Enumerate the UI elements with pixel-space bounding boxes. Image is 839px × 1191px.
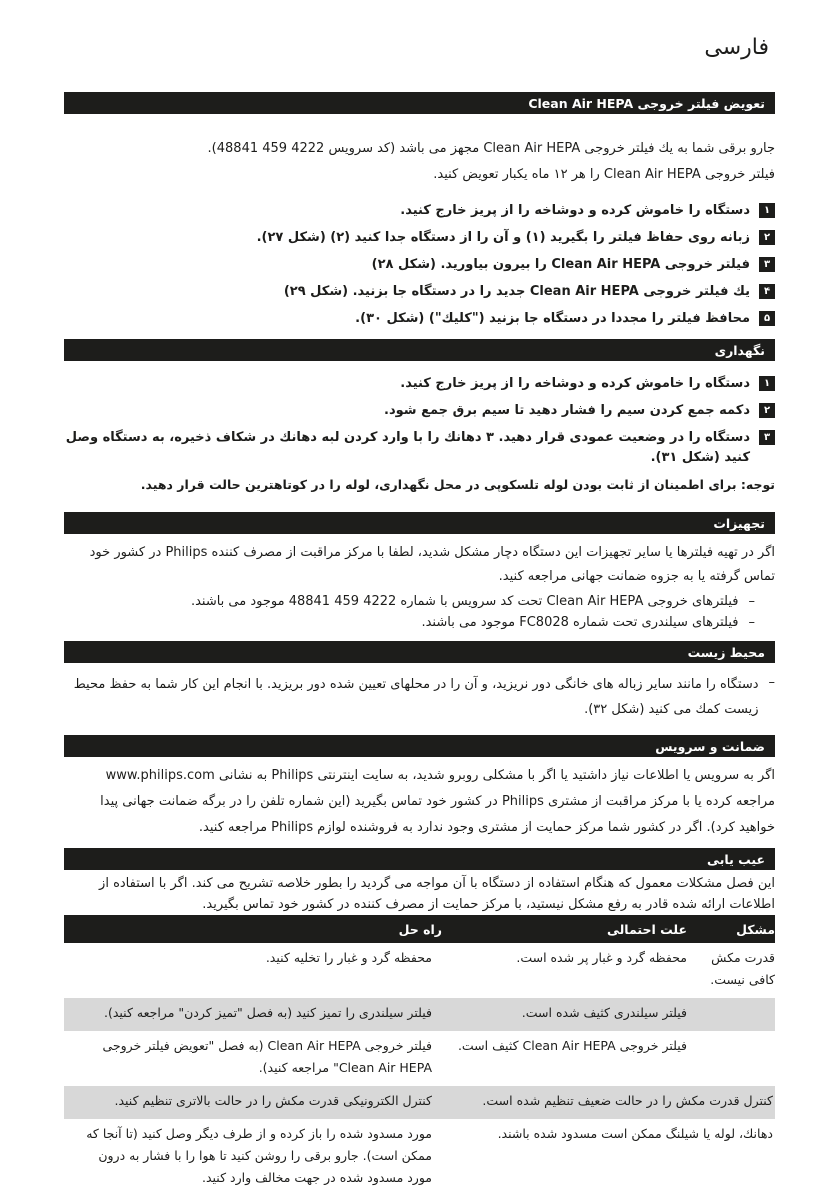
- step-item: [64, 282, 775, 302]
- table-header-row: [64, 915, 775, 943]
- cell-cause: [442, 1031, 687, 1086]
- step-item: [64, 201, 775, 221]
- cell-solution: محفظه گرد و غبار را تخلیه كنید.: [265, 950, 432, 965]
- step-text: دستگاه را خاموش كرده و دوشاخه را از پریز خارج كنید.: [400, 376, 750, 391]
- table-row: [64, 1031, 775, 1086]
- section-title-replace-filter: تعویض فیلتر خروجی Clean Air HEPA: [528, 96, 765, 111]
- cell-cause: [442, 943, 687, 998]
- step-text: فیلتر خروجی Clean Air HEPA را بیرون بیاورید. (شكل ۲۸): [371, 257, 750, 272]
- bullet-dash: –: [748, 615, 755, 630]
- maintenance-note: توجه: برای اطمینان از ثابت بودن لوله تلسكوپی در محل نگهداری، لوله را در كوتاهترین حالت قرار دهید.: [140, 477, 775, 492]
- cell-solution: مورد مسدود شده را باز كرده و از طرف دیگر وصل كنید (تا آنجا كه ممكن است). جارو برقی را روشن كنید تا هوا را با فشار به درون مورد مسدود شده در جهت مخالف وارد كنید.: [86, 1126, 432, 1185]
- table-row: [64, 943, 775, 998]
- step-number-badge: ۴: [759, 284, 775, 299]
- cause-text: دهانك، لوله یا شیلنگ ممكن است مسدود شده باشند.: [497, 1126, 773, 1141]
- cell-solution: فیلتر سیلندری را تمیز كنید (به فصل "تمیز كردن" مراجعه كنید).: [103, 1005, 432, 1020]
- accessories-bullets: [64, 591, 775, 633]
- step-number-badge: ۵: [759, 311, 775, 326]
- section-bar-accessories: [64, 512, 775, 534]
- section-bar-troubleshooting: [64, 848, 775, 870]
- environment-bullet: [64, 672, 775, 722]
- section-bar-environment: [64, 641, 775, 663]
- bullet-dash: –: [748, 594, 755, 609]
- step-item: [64, 255, 775, 275]
- step-text: محافظ فیلتر را مجددا در دستگاه جا بزنید ("كلیك") (شكل ۳۰).: [355, 311, 750, 326]
- step-item: [64, 401, 775, 421]
- section-bar-guarantee: [64, 735, 775, 757]
- section-title-accessories: تجهیزات: [713, 516, 765, 531]
- replace-filter-intro-line1: جارو برقی شما به یك فیلتر خروجی Clean Air HEPA مجهز می باشد (كد سرویس 4222 459 48841).: [207, 141, 775, 156]
- bullet-text: فیلترهای سیلندری تحت شماره FC8028 موجود می باشند.: [421, 615, 739, 630]
- table-header-cause: علت احتمالی: [442, 915, 687, 943]
- table-row: [64, 998, 775, 1031]
- step-number-badge: ۱: [759, 376, 775, 391]
- step-text: یك فیلتر خروجی Clean Air HEPA جدید را در دستگاه جا بزنید. (شكل ۲۹): [283, 284, 750, 299]
- bullet-item: [64, 612, 755, 633]
- replace-filter-steps: [64, 201, 775, 329]
- step-text: دكمه جمع كردن سیم را فشار دهید تا سیم برق جمع شود.: [384, 403, 750, 418]
- maintenance-steps: [64, 374, 775, 468]
- table-row: [64, 1086, 775, 1119]
- step-number-badge: ۳: [759, 430, 775, 445]
- table-header-solution: راه حل: [64, 915, 442, 943]
- section-bar-replace-filter: [64, 92, 775, 114]
- cause-text: فیلتر خروجی Clean Air HEPA كثیف است.: [457, 1038, 687, 1053]
- section-title-guarantee: ضمانت و سرویس: [655, 739, 765, 754]
- troubleshooting-table: [64, 915, 775, 1191]
- section-bar-maintenance: [64, 339, 775, 361]
- accessories-intro: اگر در تهیه فیلترها یا سایر تجهیزات این دستگاه دچار مشكل شدید، لطفا با مركز مراقبت از مصرف كننده Philips در كشور خود تماس گرفته یا به جزوه ضمانت جهانی مراجعه كنید.: [89, 545, 775, 584]
- cell-cause: [442, 1119, 773, 1191]
- cause-text: فیلتر سیلندری كثیف شده است.: [521, 1005, 687, 1020]
- bullet-item: [64, 591, 755, 612]
- step-text: زبانه روی حفاظ فیلتر را بگیرید (۱) و آن را از دستگاه جدا كنید (۲) (شكل ۲۷).: [256, 230, 750, 245]
- section-title-maintenance: نگهداری: [714, 343, 765, 358]
- replace-filter-intro-line2: فیلتر خروجی Clean Air HEPA را هر ۱۲ ماه یكبار تعویض كنید.: [433, 167, 775, 182]
- step-number-badge: ۳: [759, 257, 775, 272]
- table-row: [64, 1119, 775, 1191]
- step-text: دستگاه را خاموش كرده و دوشاخه را از پریز خارج كنید.: [400, 203, 750, 218]
- troubleshooting-intro: این فصل مشكلات معمول كه هنگام استفاده از دستگاه با آن مواجه می گردید را بطور خلاصه تشریح می كند. اگر با استفاده از اطلاعات ارائه شده قادر به رفع مشكل نیستید، با مركز حمایت از مصرف كننده در كشور خود تماس بگیرید.: [99, 876, 775, 912]
- cell-cause: [442, 998, 687, 1031]
- cell-cause: [442, 1086, 773, 1119]
- table-header-problem: مشكل: [687, 915, 775, 943]
- step-number-badge: ۱: [759, 203, 775, 218]
- cell-problem: [687, 998, 775, 1031]
- step-number-badge: ۲: [759, 403, 775, 418]
- bullet-dash: –: [768, 675, 775, 690]
- language-label: فارسی: [704, 35, 769, 60]
- step-number-badge: ۲: [759, 230, 775, 245]
- cause-text: كنترل قدرت مكش را در حالت ضعیف تنظیم شده است.: [482, 1093, 773, 1108]
- guarantee-body: اگر به سرویس یا اطلاعات نیاز داشتید یا اگر با مشكلی روبرو شدید، به سایت اینترنتی Philips به نشانی www.philips.com مراجعه كرده یا با مركز مراقبت از مشتری Philips در كشور خود تماس بگیرید (این شماره تلفن را در برگه ضمانت جهانی پیدا خواهید كرد). اگر در كشور شما مركز حمایت از مشتری وجود ندارد به فروشنده لوازم Philips مراجعه كنید.: [100, 768, 775, 835]
- bullet-text: فیلترهای خروجی Clean Air HEPA تحت كد سرویس با شماره 4222 459 48841 موجود می باشند.: [190, 594, 739, 609]
- step-item: [64, 374, 775, 394]
- step-item: [64, 309, 775, 329]
- cell-solution: كنترل الكترونیكی قدرت مكش را در حالت بالاتری تنظیم كنید.: [114, 1093, 432, 1108]
- bullet-text: دستگاه را مانند سایر زباله های خانگی دور نریزید، و آن را در محلهای تعیین شده دور بریزید. با انجام این كار شما به حفظ محیط زیست كمك می كنید (شكل ۳۲).: [73, 677, 759, 717]
- step-item: [64, 428, 775, 468]
- cell-solution: فیلتر خروجی Clean Air HEPA (به فصل "تعویض فیلتر خروجی Clean Air HEPA" مراجعه كنید).: [102, 1038, 432, 1075]
- step-item: [64, 228, 775, 248]
- page-content: [64, 0, 775, 1191]
- cell-problem: قدرت مكش كافی نیست.: [710, 950, 775, 987]
- cause-text: محفظه گرد و غبار پر شده است.: [516, 950, 687, 965]
- step-text: دستگاه را در وضعیت عمودی قرار دهید. ۳ دهانك را با وارد كردن لبه دهانك در شكاف ذخیره، به دستگاه وصل كنید (شكل ۳۱).: [65, 430, 750, 465]
- section-title-troubleshooting: عیب یابی: [707, 852, 765, 867]
- cell-problem: [687, 1031, 775, 1086]
- section-title-environment: محیط زیست: [687, 645, 765, 660]
